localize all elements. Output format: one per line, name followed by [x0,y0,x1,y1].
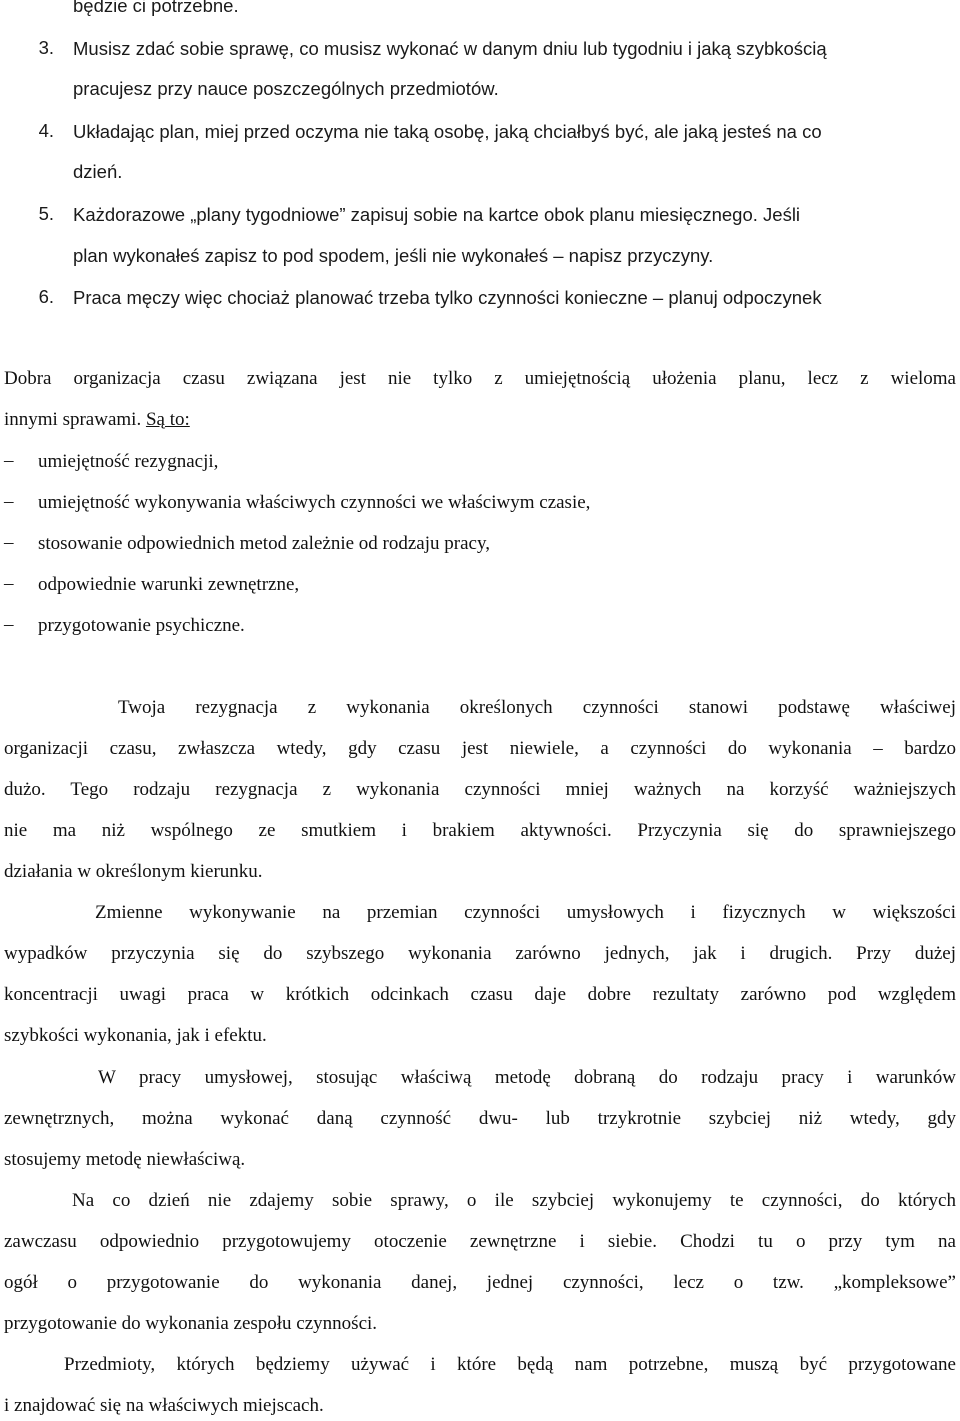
paragraph-line: W pracy umysłowej, stosując właściwą metodę dobraną do rodzaju pracy i warunków [98,1067,956,1088]
paragraph-line: stosujemy metodę niewłaściwą. [4,1149,246,1170]
paragraph-line: Na co dzień nie zdajemy sobie sprawy, o ile szybciej wykonujemy te czynności, do których [72,1190,956,1211]
list-number: 4. [38,120,54,141]
dash-bullet: – [4,532,14,553]
list-number: 5. [38,203,54,224]
paragraph-line: koncentracji uwagi praca w krótkich odcinkach czasu daje dobre rezultaty zarówno pod względem [4,984,956,1005]
paragraph-line: zewnętrznych, można wykonać daną czynność dwu- lub trzykrotnie szybciej niż wtedy, gdy [4,1108,956,1129]
list-item-line: Musisz zdać sobie sprawę, co musisz wykonać w danym dniu lub tygodniu i jaką szybkością [73,38,827,59]
dash-list-item: przygotowanie psychiczne. [38,615,245,636]
dash-bullet: – [4,614,14,635]
list-continuation: będzie ci potrzebne. [73,0,239,16]
dash-bullet: – [4,491,14,512]
paragraph-line: wypadków przyczynia się do szybszego wykonania zarówno jednych, jak i drugich. Przy dużej [4,943,956,964]
list-item-line: Każdorazowe „plany tygodniowe” zapisuj sobie na kartce obok planu miesięcznego. Jeśli [73,204,801,225]
paragraph-line: Zmienne wykonywanie na przemian czynności umysłowych i fizycznych w większości [95,902,956,923]
paragraph-line: Twoja rezygnacja z wykonania określonych czynności stanowi podstawę właściwej [118,697,956,718]
paragraph-line: dużo. Tego rodzaju rezygnacja z wykonania czynności mniej ważnych na korzyść ważniejszych [4,779,956,800]
underlined-text: Są to: [145,409,190,430]
list-item-line: Układając plan, miej przed oczyma nie taką osobę, jaką chciałbyś być, ale jaką jesteś na co [73,121,822,142]
paragraph-line: Dobra organizacja czasu związana jest nie tylko z umiejętnością ułożenia planu, lecz z wieloma [4,368,956,389]
intro-text: innymi sprawami. [4,409,146,430]
dash-list-item: odpowiednie warunki zewnętrzne, [38,574,300,595]
list-item-line: dzień. [73,161,123,182]
dash-list-item: stosowanie odpowiednich metod zależnie od rodzaju pracy, [38,533,490,554]
list-number: 6. [38,286,54,307]
paragraph-line [4,408,190,432]
paragraph-line: i znajdować się na właściwych miejscach. [4,1395,324,1416]
paragraph-line: Przedmioty, których będziemy używać i które będą nam potrzebne, muszą być przygotowane [64,1354,956,1375]
dash-list-item: umiejętność rezygnacji, [38,451,219,472]
dash-list-item: umiejętność wykonywania właściwych czynności we właściwym czasie, [38,492,591,513]
paragraph-line: działania w określonym kierunku. [4,861,263,882]
dash-bullet: – [4,450,14,471]
dash-bullet: – [4,573,14,594]
paragraph-line: przygotowanie do wykonania zespołu czynności. [4,1313,378,1334]
paragraph-line: zawczasu odpowiednio przygotowujemy otoczenie zewnętrzne i siebie. Chodzi tu o przy tym na [4,1231,956,1252]
paragraph-line: szybkości wykonania, jak i efektu. [4,1025,267,1046]
paragraph-line: ogół o przygotowanie do wykonania danej, jednej czynności, lecz o tzw. „kompleksowe” [4,1272,956,1293]
paragraph-line: nie ma niż wspólnego ze smutkiem i brakiem aktywności. Przyczynia się do sprawniejszego [4,820,956,841]
paragraph-line: organizacji czasu, zwłaszcza wtedy, gdy czasu jest niewiele, a czynności do wykonania – bardzo [4,738,956,759]
list-item-line: pracujesz przy nauce poszczególnych przedmiotów. [73,78,499,99]
list-item-line: Praca męczy więc chociaż planować trzeba tylko czynności konieczne – planuj odpoczynek [73,287,822,308]
list-number: 3. [38,37,54,58]
list-item-line: plan wykonałeś zapisz to pod spodem, jeśli nie wykonałeś – napisz przyczyny. [73,245,714,266]
